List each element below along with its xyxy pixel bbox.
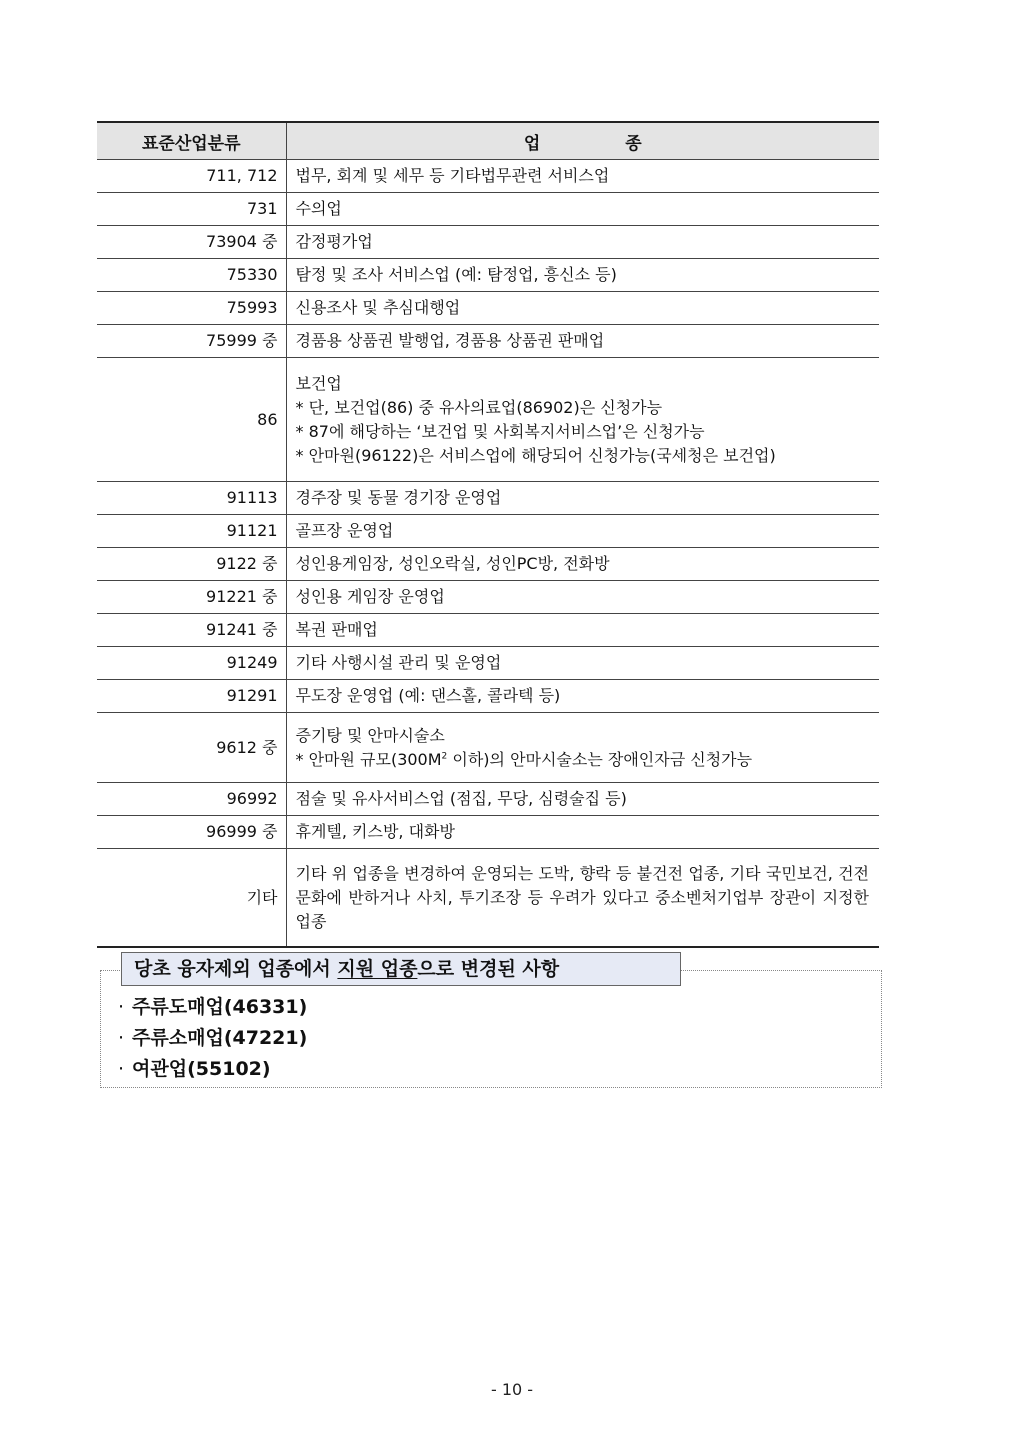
- bullet: ·: [118, 996, 125, 1018]
- header-classification: 표준산업분류: [97, 122, 286, 160]
- industry-code: 기타: [97, 849, 286, 948]
- industry-desc: 탐정 및 조사 서비스업 (예: 탐정업, 흥신소 등): [286, 259, 879, 292]
- industry-desc: 골프장 운영업: [286, 515, 879, 548]
- table-header-row: [97, 122, 879, 160]
- table-row: [97, 482, 879, 515]
- table-row: [97, 292, 879, 325]
- table-row: [97, 581, 879, 614]
- industry-desc: [286, 849, 879, 948]
- industry-desc: 신용조사 및 추심대행업: [286, 292, 879, 325]
- industry-code: 91249: [97, 647, 286, 680]
- table-row: [97, 614, 879, 647]
- desc-note: * 87에 해당하는 ‘보건업 및 사회복지서비스업’은 신청가능: [295, 422, 705, 441]
- table-row: [97, 713, 879, 783]
- desc-note: [296, 748, 870, 772]
- table-row: [97, 515, 879, 548]
- changes-list: [118, 992, 307, 1085]
- table-row: [97, 816, 879, 849]
- table-row: [97, 226, 879, 259]
- industry-code: 91291: [97, 680, 286, 713]
- industry-code: 91113: [97, 482, 286, 515]
- table-row: [97, 548, 879, 581]
- industry-desc: 휴게텔, 키스방, 대화방: [286, 816, 879, 849]
- table-row: [97, 259, 879, 292]
- industry-code: 73904 중: [97, 226, 286, 259]
- industry-desc: 성인용 게임장 운영업: [286, 581, 879, 614]
- industry-code: 75330: [97, 259, 286, 292]
- industry-code: 86: [97, 358, 286, 482]
- bullet: ·: [118, 1058, 125, 1080]
- industry-desc: 기타 사행시설 관리 및 운영업: [286, 647, 879, 680]
- industry-desc: 경품용 상품권 발행업, 경품용 상품권 판매업: [286, 325, 879, 358]
- industry-code: 75993: [97, 292, 286, 325]
- list-item: [118, 1054, 307, 1085]
- industry-desc: 경주장 및 동물 경기장 운영업: [286, 482, 879, 515]
- industry-desc: 점술 및 유사서비스업 (점집, 무당, 심령술집 등): [286, 783, 879, 816]
- table-row: [97, 325, 879, 358]
- title-underlined: 지원 업종: [337, 958, 418, 980]
- industry-code: 9612 중: [97, 713, 286, 783]
- note-pre: * 안마원 규모(300M: [295, 750, 442, 769]
- industry-code: 91121: [97, 515, 286, 548]
- industry-desc: 성인용게임장, 성인오락실, 성인PC방, 전화방: [286, 548, 879, 581]
- list-item-text: 주류도매업(46331): [132, 996, 308, 1018]
- list-item: [118, 1023, 307, 1054]
- industry-code: 711, 712: [97, 160, 286, 193]
- changes-box-title: [121, 952, 681, 986]
- desc-paragraph: 기타 위 업종을 변경하여 운영되는 도박, 향락 등 불건전 업종, 기타 국민보건, 건전문화에 반하거나 사치, 투기조장 등 우려가 있다고 중소벤처기업부 장관이 지정한 업종: [295, 864, 869, 931]
- list-item: [118, 992, 307, 1023]
- industry-desc: 법무, 회계 및 세무 등 기타법무관련 서비스업: [286, 160, 879, 193]
- industry-desc: 복권 판매업: [286, 614, 879, 647]
- industry-code: 96992: [97, 783, 286, 816]
- industry-code: 9122 중: [97, 548, 286, 581]
- table-row: [97, 849, 879, 948]
- industry-desc: 수의업: [286, 193, 879, 226]
- table-row: [97, 680, 879, 713]
- industry-desc: 무도장 운영업 (예: 댄스홀, 콜라텍 등): [286, 680, 879, 713]
- industry-code: 96999 중: [97, 816, 286, 849]
- page-number: - 10 -: [490, 1380, 534, 1399]
- header-industry: 업 종: [286, 122, 879, 160]
- industry-desc: 감정평가업: [286, 226, 879, 259]
- desc-line: 보건업: [295, 374, 342, 393]
- industry-code: 91221 중: [97, 581, 286, 614]
- title-post: 으로 변경된 사항: [417, 958, 560, 980]
- desc-note: * 단, 보건업(86) 중 유사의료업(86902)은 신청가능: [295, 398, 663, 417]
- desc-line: 증기탕 및 안마시술소: [295, 726, 445, 745]
- list-item-text: 주류소매업(47221): [132, 1027, 308, 1049]
- industry-code: 731: [97, 193, 286, 226]
- table-row: [97, 647, 879, 680]
- excluded-industries-table: [97, 121, 879, 948]
- desc-note: * 안마원(96122)은 서비스업에 해당되어 신청가능(국세청은 보건업): [295, 446, 776, 465]
- industry-code: 91241 중: [97, 614, 286, 647]
- table-row: [97, 160, 879, 193]
- list-item-text: 여관업(55102): [132, 1058, 271, 1080]
- industry-desc: [286, 713, 879, 783]
- bullet: ·: [118, 1027, 125, 1049]
- table-row: [97, 193, 879, 226]
- title-pre: 당초 융자제외 업종에서: [134, 958, 338, 980]
- industry-code: 75999 중: [97, 325, 286, 358]
- superscript: 2: [441, 751, 448, 762]
- table-row: [97, 783, 879, 816]
- table-row: [97, 358, 879, 482]
- industry-desc: [286, 358, 879, 482]
- note-post: 이하)의 안마시술소는 장애인자금 신청가능: [447, 750, 753, 769]
